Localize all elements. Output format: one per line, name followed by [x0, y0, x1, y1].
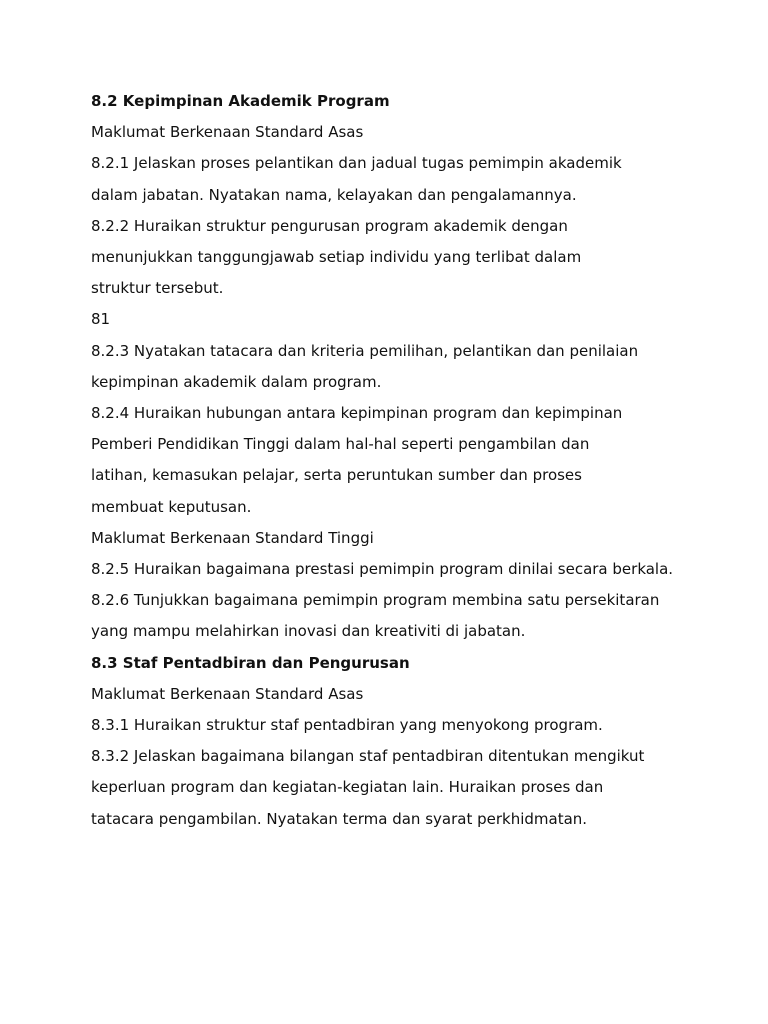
paragraph-line: kepimpinan akademik dalam program.: [91, 372, 382, 391]
paragraph-line: 8.3.2 Jelaskan bagaimana bilangan staf pentadbiran ditentukan mengikut: [91, 747, 645, 766]
paragraph-line: 8.2.6 Tunjukkan bagaimana pemimpin program membina satu persekitaran: [91, 591, 660, 610]
paragraph-line: 8.2.1 Jelaskan proses pelantikan dan jadual tugas pemimpin akademik: [91, 154, 622, 173]
paragraph-line: struktur tersebut.: [91, 279, 224, 298]
paragraph-line: dalam jabatan. Nyatakan nama, kelayakan dan pengalamannya.: [91, 185, 577, 204]
document-body: [91, 86, 731, 835]
paragraph-line: tatacara pengambilan. Nyatakan terma dan syarat perkhidmatan.: [91, 809, 588, 828]
subheading: Maklumat Berkenaan Standard Tinggi: [91, 528, 374, 547]
paragraph-line: yang mampu melahirkan inovasi dan kreativiti di jabatan.: [91, 622, 526, 641]
paragraph-line: 8.2.2 Huraikan struktur pengurusan program akademik dengan: [91, 216, 568, 235]
paragraph-line: 8.3.1 Huraikan struktur staf pentadbiran yang menyokong program.: [91, 716, 603, 735]
subheading: Maklumat Berkenaan Standard Asas: [91, 123, 364, 142]
paragraph-line: 8.2.5 Huraikan bagaimana prestasi pemimpin program dinilai secara berkala.: [91, 560, 674, 579]
paragraph-line: latihan, kemasukan pelajar, serta peruntukan sumber dan proses: [91, 466, 582, 485]
paragraph-line: Pemberi Pendidikan Tinggi dalam hal-hal seperti pengambilan dan: [91, 435, 590, 454]
paragraph-line: menunjukkan tanggungjawab setiap individu yang terlibat dalam: [91, 248, 582, 267]
subheading: Maklumat Berkenaan Standard Asas: [91, 684, 364, 703]
paragraph-line: 8.2.4 Huraikan hubungan antara kepimpinan program dan kepimpinan: [91, 404, 623, 423]
section-heading: 8.3 Staf Pentadbiran dan Pengurusan: [91, 653, 410, 672]
paragraph-line: membuat keputusan.: [91, 497, 252, 516]
section-heading: 8.2 Kepimpinan Akademik Program: [91, 92, 390, 110]
page-number: 81: [91, 310, 111, 329]
paragraph-line: 8.2.3 Nyatakan tatacara dan kriteria pemilihan, pelantikan dan penilaian: [91, 341, 639, 360]
paragraph-line: keperluan program dan kegiatan-kegiatan lain. Huraikan proses dan: [91, 778, 604, 797]
